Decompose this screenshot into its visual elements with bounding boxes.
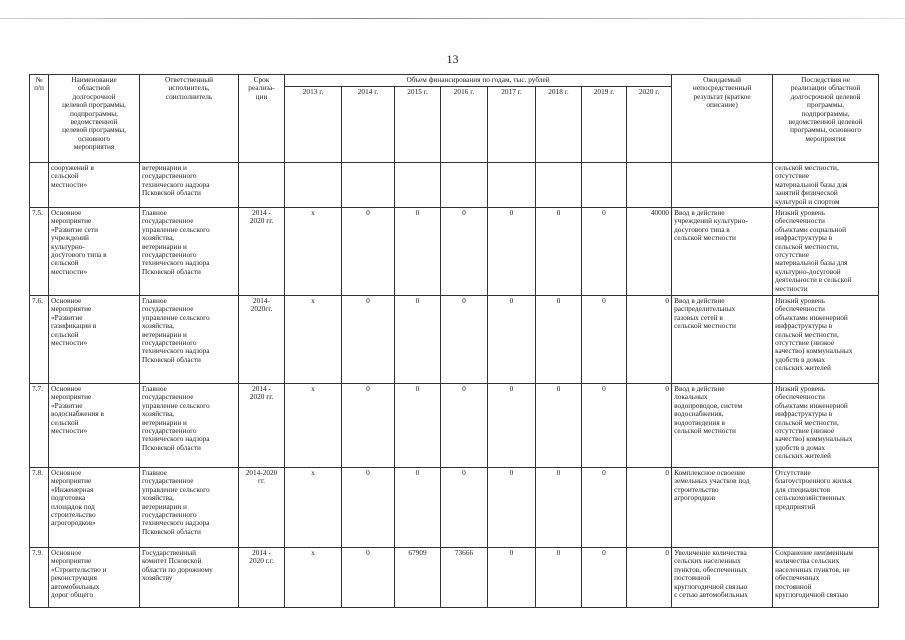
- cell-amount: 0: [395, 468, 441, 548]
- cell-amount: 0: [441, 384, 488, 468]
- cell-consequences: сельской местности, отсутствие материальной базы для занятий физической культурой и спортом: [773, 163, 879, 208]
- cell-consequences: Низкий уровень обеспеченности объектами инженерной инфраструктуры в сельской местности, отсутствие (низкое качество) коммунальных удобств в домах сельских жителей: [773, 296, 879, 384]
- cell-amount: 0: [488, 548, 536, 608]
- cell-amount: 0: [627, 548, 672, 608]
- table-row: [30, 548, 879, 608]
- cell-executor: Государственный комитет Псковской области по дорожному хозяйству: [140, 548, 239, 608]
- cell-result: Ввод в действие локальных водопроводов, систем водоснабжения, водоотведения в сельской местности: [672, 384, 773, 468]
- cell-name: Основное мероприятие «Строительство и реконструкция автомобильных дорог общего: [49, 548, 140, 608]
- header-year: 2020 г.: [627, 87, 672, 163]
- cell-result: Ввод в действие распределительных газовых сетей в сельской местности: [672, 296, 773, 384]
- cell-amount: 40000: [627, 208, 672, 296]
- cell-amount: 0: [582, 384, 627, 468]
- cell-amount: [488, 163, 536, 208]
- cell-consequences: Низкий уровень обеспеченности объектами инженерной инфраструктуры в сельской местности, отсутствие (низкое качество) коммунальных удобств в домах сельских жителей: [773, 384, 879, 468]
- header-term: Срок реализа- ции: [239, 75, 285, 163]
- cell-amount: [395, 163, 441, 208]
- cell-consequences: Низкий уровень обеспеченности объектами социальной инфраструктуры в сельской местности, отсутствие материальной базы для культурно-досуговой деятельности в сельской местности: [773, 208, 879, 296]
- cell-amount: 0: [536, 384, 582, 468]
- cell-amount: 0: [441, 208, 488, 296]
- cell-amount: 0: [488, 208, 536, 296]
- cell-amount: 0: [627, 468, 672, 548]
- cell-amount: 0: [536, 296, 582, 384]
- header-number: № п/п: [30, 75, 49, 163]
- cell-amount: 0: [536, 548, 582, 608]
- cell-amount: x: [285, 468, 342, 548]
- cell-amount: 0: [536, 208, 582, 296]
- cell-amount: [342, 163, 395, 208]
- header-consequences: Последствия не реализации областной долгосрочной целевой программы, подпрограммы, ведомственной целевой программы, основного мероприятия: [773, 75, 879, 163]
- cell-term: 2014 - 2020 гг.: [239, 384, 285, 468]
- cell-number: 7.7.: [30, 384, 49, 468]
- cell-consequences: Отсутствие благоустроенного жилья для специалистов сельскохозяйственных предприятий: [773, 468, 879, 548]
- cell-amount: 0: [342, 208, 395, 296]
- header-year: 2017 г.: [488, 87, 536, 163]
- cell-consequences: Сохранение неизменным количества сельских населенных пунктов, не обеспеченных постоянной круглогодичной связью: [773, 548, 879, 608]
- cell-amount: 0: [488, 384, 536, 468]
- header-result: Ожидаемый непосредственный результат (краткое описание): [672, 75, 773, 163]
- cell-number: 7.8.: [30, 468, 49, 548]
- cell-amount: 0: [395, 296, 441, 384]
- cell-executor: Главное государственное управление сельского хозяйства, ветеринарии и государственного технического надзора Псковской области: [140, 384, 239, 468]
- header-year: 2019 г.: [582, 87, 627, 163]
- cell-amount: 0: [582, 296, 627, 384]
- header-executor: Ответственный исполнитель, соисполнитель: [140, 75, 239, 163]
- header-year: 2013 г.: [285, 87, 342, 163]
- cell-amount: 0: [582, 208, 627, 296]
- cell-name: Основное мероприятие «Развитие водоснабжения в сельской местности»: [49, 384, 140, 468]
- cell-amount: x: [285, 208, 342, 296]
- cell-result: Ввод в действие учреждений культурно- досугового типа в сельской местности: [672, 208, 773, 296]
- cell-number: 7.5.: [30, 208, 49, 296]
- cell-amount: 0: [582, 468, 627, 548]
- header-year: 2016 г.: [441, 87, 488, 163]
- cell-amount: [441, 163, 488, 208]
- cell-amount: 67909: [395, 548, 441, 608]
- table-row: [30, 384, 879, 468]
- cell-number: [30, 163, 49, 208]
- cell-executor: Главное государственное управление сельского хозяйства, ветеринарии и государственного технического надзора Псковской области: [140, 208, 239, 296]
- cell-amount: [285, 163, 342, 208]
- header-name: Наименование областной долгосрочной целевой программы, подпрограммы, ведомственной целевой программы, основного мероприятия: [49, 75, 140, 163]
- header-financing: Объем финансирования по годам, тыс. рублей: [285, 75, 672, 87]
- cell-amount: [536, 163, 582, 208]
- cell-result: [672, 163, 773, 208]
- cell-number: 7.9.: [30, 548, 49, 608]
- cell-amount: 0: [342, 296, 395, 384]
- cell-amount: 0: [582, 548, 627, 608]
- cell-amount: 0: [342, 384, 395, 468]
- cell-amount: 0: [441, 296, 488, 384]
- cell-amount: [582, 163, 627, 208]
- cell-amount: 0: [627, 296, 672, 384]
- cell-amount: 0: [395, 208, 441, 296]
- cell-term: 2014 - 2020 гг.: [239, 208, 285, 296]
- page-number: 13: [446, 52, 459, 66]
- cell-amount: 0: [395, 384, 441, 468]
- header-row-top: [30, 75, 879, 87]
- cell-term: 2014-2020 гг.: [239, 468, 285, 548]
- header-year: 2018 г.: [536, 87, 582, 163]
- cell-executor: Главное государственное управление сельского хозяйства, ветеринарии и государственного технического надзора Псковской области: [140, 468, 239, 548]
- cell-term: 2014- 2020гг.: [239, 296, 285, 384]
- cell-amount: 0: [342, 468, 395, 548]
- cell-executor: Главное государственное управление сельского хозяйства, ветеринарии и государственного технического надзора Псковской области: [140, 296, 239, 384]
- cell-amount: 0: [488, 468, 536, 548]
- cell-amount: 0: [441, 468, 488, 548]
- cell-amount: 0: [536, 468, 582, 548]
- cell-amount: [627, 163, 672, 208]
- table-row: [30, 296, 879, 384]
- header-year: 2014 г.: [342, 87, 395, 163]
- cell-amount: 0: [342, 548, 395, 608]
- continuation-row: [30, 163, 879, 208]
- cell-amount: x: [285, 296, 342, 384]
- cell-result: Комплексное освоение земельных участков под строительство агрогородков: [672, 468, 773, 548]
- cell-amount: x: [285, 384, 342, 468]
- cell-executor: ветеринарии и государственного технического надзора Псковской области: [140, 163, 239, 208]
- cell-number: 7.6.: [30, 296, 49, 384]
- cell-name: Основное мероприятие «Развитие газификации в сельской местности»: [49, 296, 140, 384]
- cell-amount: 0: [488, 296, 536, 384]
- cell-name: Основное мероприятие «Развитие сети учреждений культурно- досугового типа в сельской местности»: [49, 208, 140, 296]
- table-row: [30, 468, 879, 548]
- scan-edge-line: [0, 18, 905, 19]
- cell-name: Основное мероприятие «Инженерная подготовка площадок под строительство агрогородков»: [49, 468, 140, 548]
- header-year: 2015 г.: [395, 87, 441, 163]
- cell-term: 2014 - 2020 г.г.: [239, 548, 285, 608]
- cell-amount: 73666: [441, 548, 488, 608]
- cell-term: [239, 163, 285, 208]
- table-row: [30, 208, 879, 296]
- cell-result: Увеличение количества сельских населенных пунктов, обеспеченных постоянной круглогодичной связью с сетью автомобильных: [672, 548, 773, 608]
- cell-name: сооружений в сельской местности»: [49, 163, 140, 208]
- cell-amount: 0: [627, 384, 672, 468]
- financing-table: [29, 74, 879, 608]
- cell-amount: x: [285, 548, 342, 608]
